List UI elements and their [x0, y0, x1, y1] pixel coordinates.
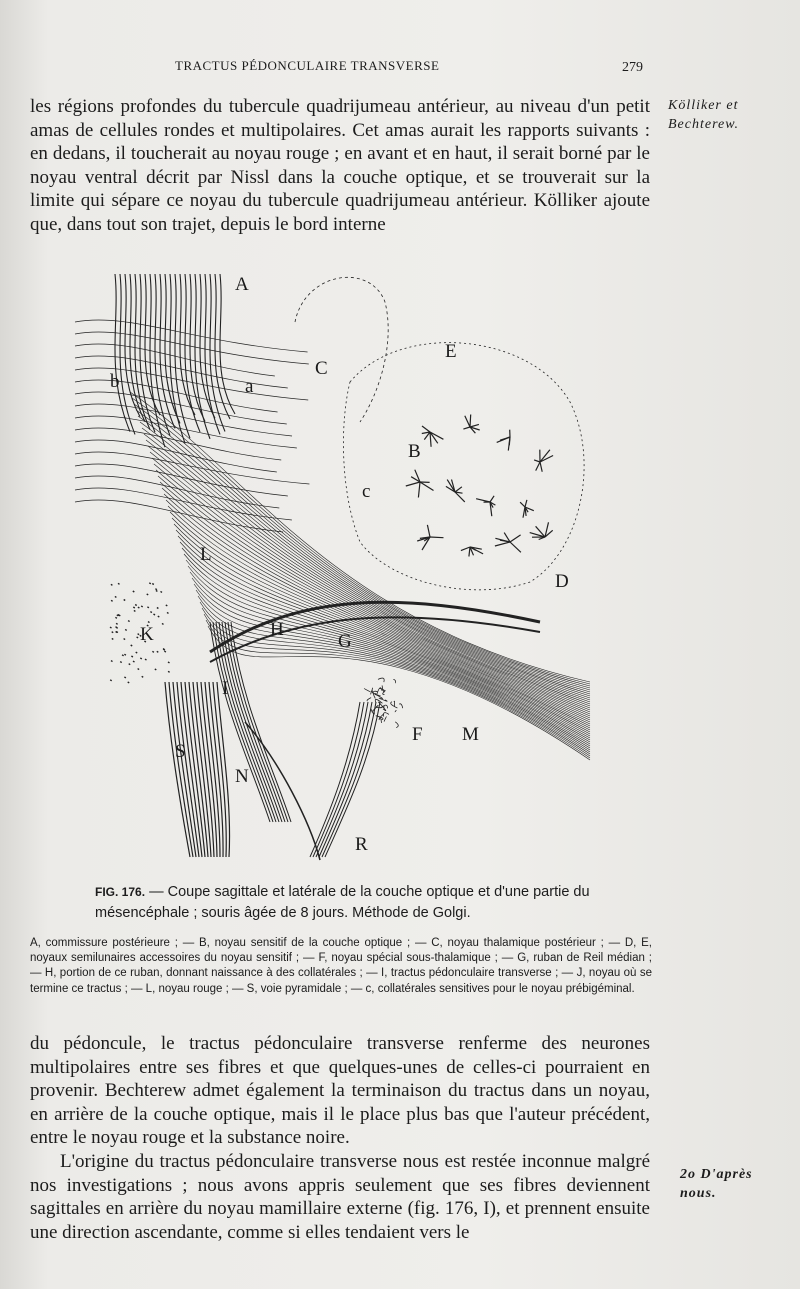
commissure-fiber: [170, 274, 185, 443]
nucleus-k-dot: [116, 623, 118, 624]
nucleus-k-dot: [148, 622, 150, 623]
figure-label-I: I: [222, 678, 229, 699]
neuron-dendrite: [510, 535, 521, 542]
nucleus-k-dot: [168, 671, 170, 672]
nucleus-k-dot: [152, 651, 154, 652]
figure-label-L: L: [200, 544, 212, 565]
nucleus-k-dot: [142, 676, 144, 677]
neuron-dendrite: [520, 502, 525, 507]
neuron-dendrite: [490, 496, 494, 502]
commissure-fiber: [195, 274, 210, 439]
nucleus-k-dot: [154, 614, 156, 615]
nucleus-k-dot: [118, 583, 120, 584]
figure-label-N: N: [235, 766, 249, 787]
nucleus-k-dot: [147, 594, 149, 595]
radiating-fiber: [75, 428, 281, 460]
neuron-dendrite: [495, 542, 510, 546]
nucleus-k-dot: [124, 600, 126, 601]
figure-label-lower-a: a: [245, 376, 254, 397]
neuron-dendrite: [500, 437, 510, 440]
nucleus-k-dot: [152, 584, 154, 585]
nucleus-k-dot: [157, 608, 159, 609]
commissure-fiber: [175, 274, 190, 438]
nucleus-f-arbor: [399, 704, 403, 708]
commissure-fiber: [165, 274, 180, 423]
neuron-dendrite: [470, 424, 479, 427]
nucleus-k-dot: [124, 654, 126, 655]
nucleus-k-dot: [115, 617, 117, 618]
neuron-dendrite: [420, 482, 434, 491]
lemniscus-fiber: [204, 614, 590, 756]
nucleus-k-dot: [147, 607, 149, 608]
radiating-fiber: [75, 440, 277, 472]
nucleus-k-dot: [124, 639, 126, 640]
paragraph-text: L'origine du tractus pédonculaire transverse nous est restée inconnue malgré nos investigations ; nous avons appris seulement que ses fibres deviennent sagittales en arrière du noyau mamillaire externe (fig. 176, I), et prennent ensuite une direction ascendante, comme si elles tendaient vers le: [30, 1150, 650, 1243]
nucleus-f-arbor: [378, 678, 384, 682]
figure-label-M: M: [462, 724, 479, 745]
nucleus-k-dot: [135, 605, 137, 606]
nucleus-k-dot: [166, 605, 168, 606]
radiating-fiber: [75, 500, 283, 532]
neuron-dendrite: [510, 542, 521, 552]
nucleus-k-dot: [150, 612, 152, 613]
paragraph-text: les régions profondes du tubercule quadrijumeau antérieur, au niveau d'un petit amas de cellules rondes et multipolaires. Cet amas aurait les rapports suivants : en dedans, il toucherait au noyau rouge ; en avant et en haut, il serait borné par le noyau ventral décrit par Nissl dans la couche optique, et se trouverait sur la limite qui sépare ce noyau du tubercule quadrijumeau antérieur. Kölliker ajoute que, dans tout son trajet, depuis le bord interne: [30, 96, 650, 235]
margin-note-kolliker: Kölliker et Bechterew.: [668, 98, 740, 132]
nucleus-k-dot: [128, 621, 130, 622]
figure-label-lower-b: b: [110, 371, 120, 392]
neuron-dendrite: [463, 427, 470, 429]
nucleus-k-dot: [141, 606, 143, 607]
nucleus-k-dot: [163, 649, 165, 650]
nucleus-k-dot: [134, 610, 136, 611]
running-title: TRACTUS PÉDONCULAIRE TRANSVERSE: [175, 58, 440, 73]
nucleus-k-dot: [115, 596, 117, 597]
nucleus-k-dot: [129, 664, 131, 665]
nucleus-k-dot: [162, 623, 164, 624]
figure-number: FIG. 176.: [95, 885, 146, 899]
neuron-dendrite: [469, 547, 470, 557]
neuron-dendrite: [406, 482, 420, 486]
nucleus-k-dot: [138, 669, 140, 670]
nucleus-k-dot: [116, 632, 118, 633]
figure-label-R: R: [355, 834, 368, 855]
body-paragraph-2: [30, 1032, 650, 1244]
nucleus-k-dot: [155, 669, 157, 670]
nucleus-k-dot: [158, 616, 160, 617]
figure-label-K: K: [140, 624, 154, 645]
neuron-dendrite: [525, 500, 527, 507]
nucleus-k-dot: [111, 661, 113, 662]
radiating-fiber: [75, 320, 308, 352]
nucleus-f-arbor: [395, 722, 398, 728]
nucleus-k-dot: [122, 655, 124, 656]
lemniscus-fiber: [206, 620, 590, 758]
lemniscus-fiber: [132, 398, 590, 684]
nucleus-k-dot: [133, 661, 135, 662]
nucleus-b-outline: [343, 343, 584, 590]
figure-caption: [95, 882, 655, 924]
nucleus-k-dot: [138, 634, 140, 635]
pyramidal-fiber: [165, 682, 190, 857]
nucleus-k-dot: [149, 583, 151, 584]
neuron-dendrite: [508, 437, 510, 451]
figure-label-S: S: [175, 741, 186, 762]
nucleus-k-dot: [131, 656, 133, 657]
neuron-dendrite: [418, 482, 420, 498]
nucleus-f-arbor: [394, 701, 395, 706]
figure-label-E: E: [445, 341, 457, 362]
nucleus-k-dot: [116, 627, 118, 628]
paragraph-text: du pédoncule, le tractus pédonculaire transverse renferme des neurones multipolaires entre ses fibres et que quelques-unes de celles-ci pourraient en provenir. Bechterew admet également la terminaison du tractus dans un noyau, en arrière de la couche optique, mais il le place plus bas que l'auteur précédent, entre le noyau rouge et la substance noire.: [30, 1033, 650, 1149]
neuron-dendrite: [540, 462, 542, 472]
nucleus-k-dot: [118, 615, 120, 616]
nucleus-k-dot: [145, 659, 147, 660]
neuron-dendrite: [455, 487, 462, 492]
nucleus-k-dot: [161, 591, 163, 592]
nucleus-k-dot: [138, 607, 140, 608]
neuron-dendrite: [430, 537, 444, 538]
neuron-dendrite: [470, 415, 471, 428]
nucleus-k-dot: [131, 645, 133, 646]
nucleus-k-dot: [157, 651, 159, 652]
lemniscus-fiber: [144, 434, 590, 696]
pyramidal-fiber: [169, 682, 193, 857]
neuron-dendrite: [461, 547, 470, 551]
nucleus-f-arbor: [393, 679, 395, 683]
nucleus-k-dot: [155, 589, 157, 590]
neuron-dendrite: [455, 492, 465, 502]
radiating-fiber: [75, 332, 309, 364]
lemniscus-fiber: [180, 542, 590, 732]
page-number: 279: [622, 60, 643, 75]
body-paragraph-1: [30, 95, 650, 237]
figure-label-lower-c: c: [362, 481, 371, 502]
figure-legend: A, commissure postérieure ; — B, noyau sensitif de la couche optique ; — C, noyau thalamique postérieur ; — D, E, noyaux semilunaires accessoires du noyau sensitif ; — F, noyau spécial sous-thalamique ; — G, ruban de Reil médian ; — H, portion de ce ruban, donnant naissance à des collatérales ; — I, tractus pédonculaire transverse ; — J, noyau où se termine ce tractus ; — L, noyau rouge ; — S, voie pyramidale ; — c, collatérales sensitives pour le noyau prébigéminal.: [30, 937, 652, 995]
nucleus-c-outline: [295, 277, 388, 422]
radiating-fiber: [75, 416, 297, 448]
nucleus-f-arbor: [364, 688, 370, 691]
nucleus-k-dot: [111, 600, 113, 601]
nucleus-k-dot: [112, 632, 114, 633]
margin-note-d-apres-nous: 2o D'après nous.: [680, 1167, 753, 1201]
nucleus-f-arbor: [367, 698, 371, 701]
figure-label-F: F: [412, 724, 423, 745]
figure-label-D: D: [555, 571, 569, 592]
nucleus-k-dot: [125, 629, 127, 630]
commissure-fiber: [220, 274, 235, 414]
commissure-fiber: [115, 274, 130, 432]
nucleus-k-dot: [136, 652, 138, 653]
nucleus-f-arbor: [395, 710, 397, 712]
nucleus-k-dot: [164, 651, 166, 652]
nucleus-k-dot: [137, 637, 139, 638]
nucleus-k-dot: [128, 682, 130, 683]
nucleus-k-dot: [133, 607, 135, 608]
nucleus-f-arbor: [371, 690, 373, 694]
figure-label-G: G: [338, 631, 352, 652]
running-head: [0, 58, 660, 78]
nucleus-k-dot: [167, 612, 169, 613]
figure-label-H: H: [270, 619, 284, 640]
nucleus-f-arbor: [372, 688, 376, 694]
neuron-dendrite: [422, 426, 430, 432]
neuron-dendrite: [534, 460, 540, 462]
nucleus-k-dot: [124, 677, 126, 678]
neuron-dendrite: [536, 462, 540, 471]
nucleus-k-dot: [133, 591, 135, 592]
nucleus-k-dot: [140, 658, 142, 659]
neuron-dendrite: [427, 525, 430, 537]
nucleus-k-dot: [110, 680, 112, 681]
nucleus-f-stalk: [322, 702, 376, 857]
nucleus-f-arbor: [383, 713, 389, 717]
nucleus-f-arbor: [384, 717, 387, 722]
neuro-histology-illustration: [70, 262, 600, 862]
nucleus-k-dot: [110, 627, 112, 628]
nucleus-f-arbor: [391, 702, 398, 708]
nucleus-k-dot: [168, 662, 170, 663]
figure-label-A: A: [235, 274, 249, 295]
nucleus-k-dot: [112, 638, 114, 639]
pyramidal-fiber: [173, 682, 196, 857]
figure-caption-text: — Coupe sagittale et latérale de la couche optique et d'une partie du mésencéphale ; souris âgée de 8 jours. Méthode de Golgi.: [95, 884, 590, 921]
figure-label-B: B: [408, 441, 421, 462]
figure-label-C: C: [315, 358, 328, 379]
figure-176: [70, 262, 600, 862]
nucleus-f-arbor: [379, 698, 387, 701]
commissure-fiber: [185, 274, 200, 432]
nucleus-k-dot: [120, 662, 122, 663]
neuron-dendrite: [465, 416, 470, 427]
nucleus-f-arbor: [379, 718, 382, 723]
nucleus-k-dot: [111, 584, 113, 585]
nucleus-k-dot: [156, 590, 158, 591]
commissure-fiber: [200, 274, 215, 418]
